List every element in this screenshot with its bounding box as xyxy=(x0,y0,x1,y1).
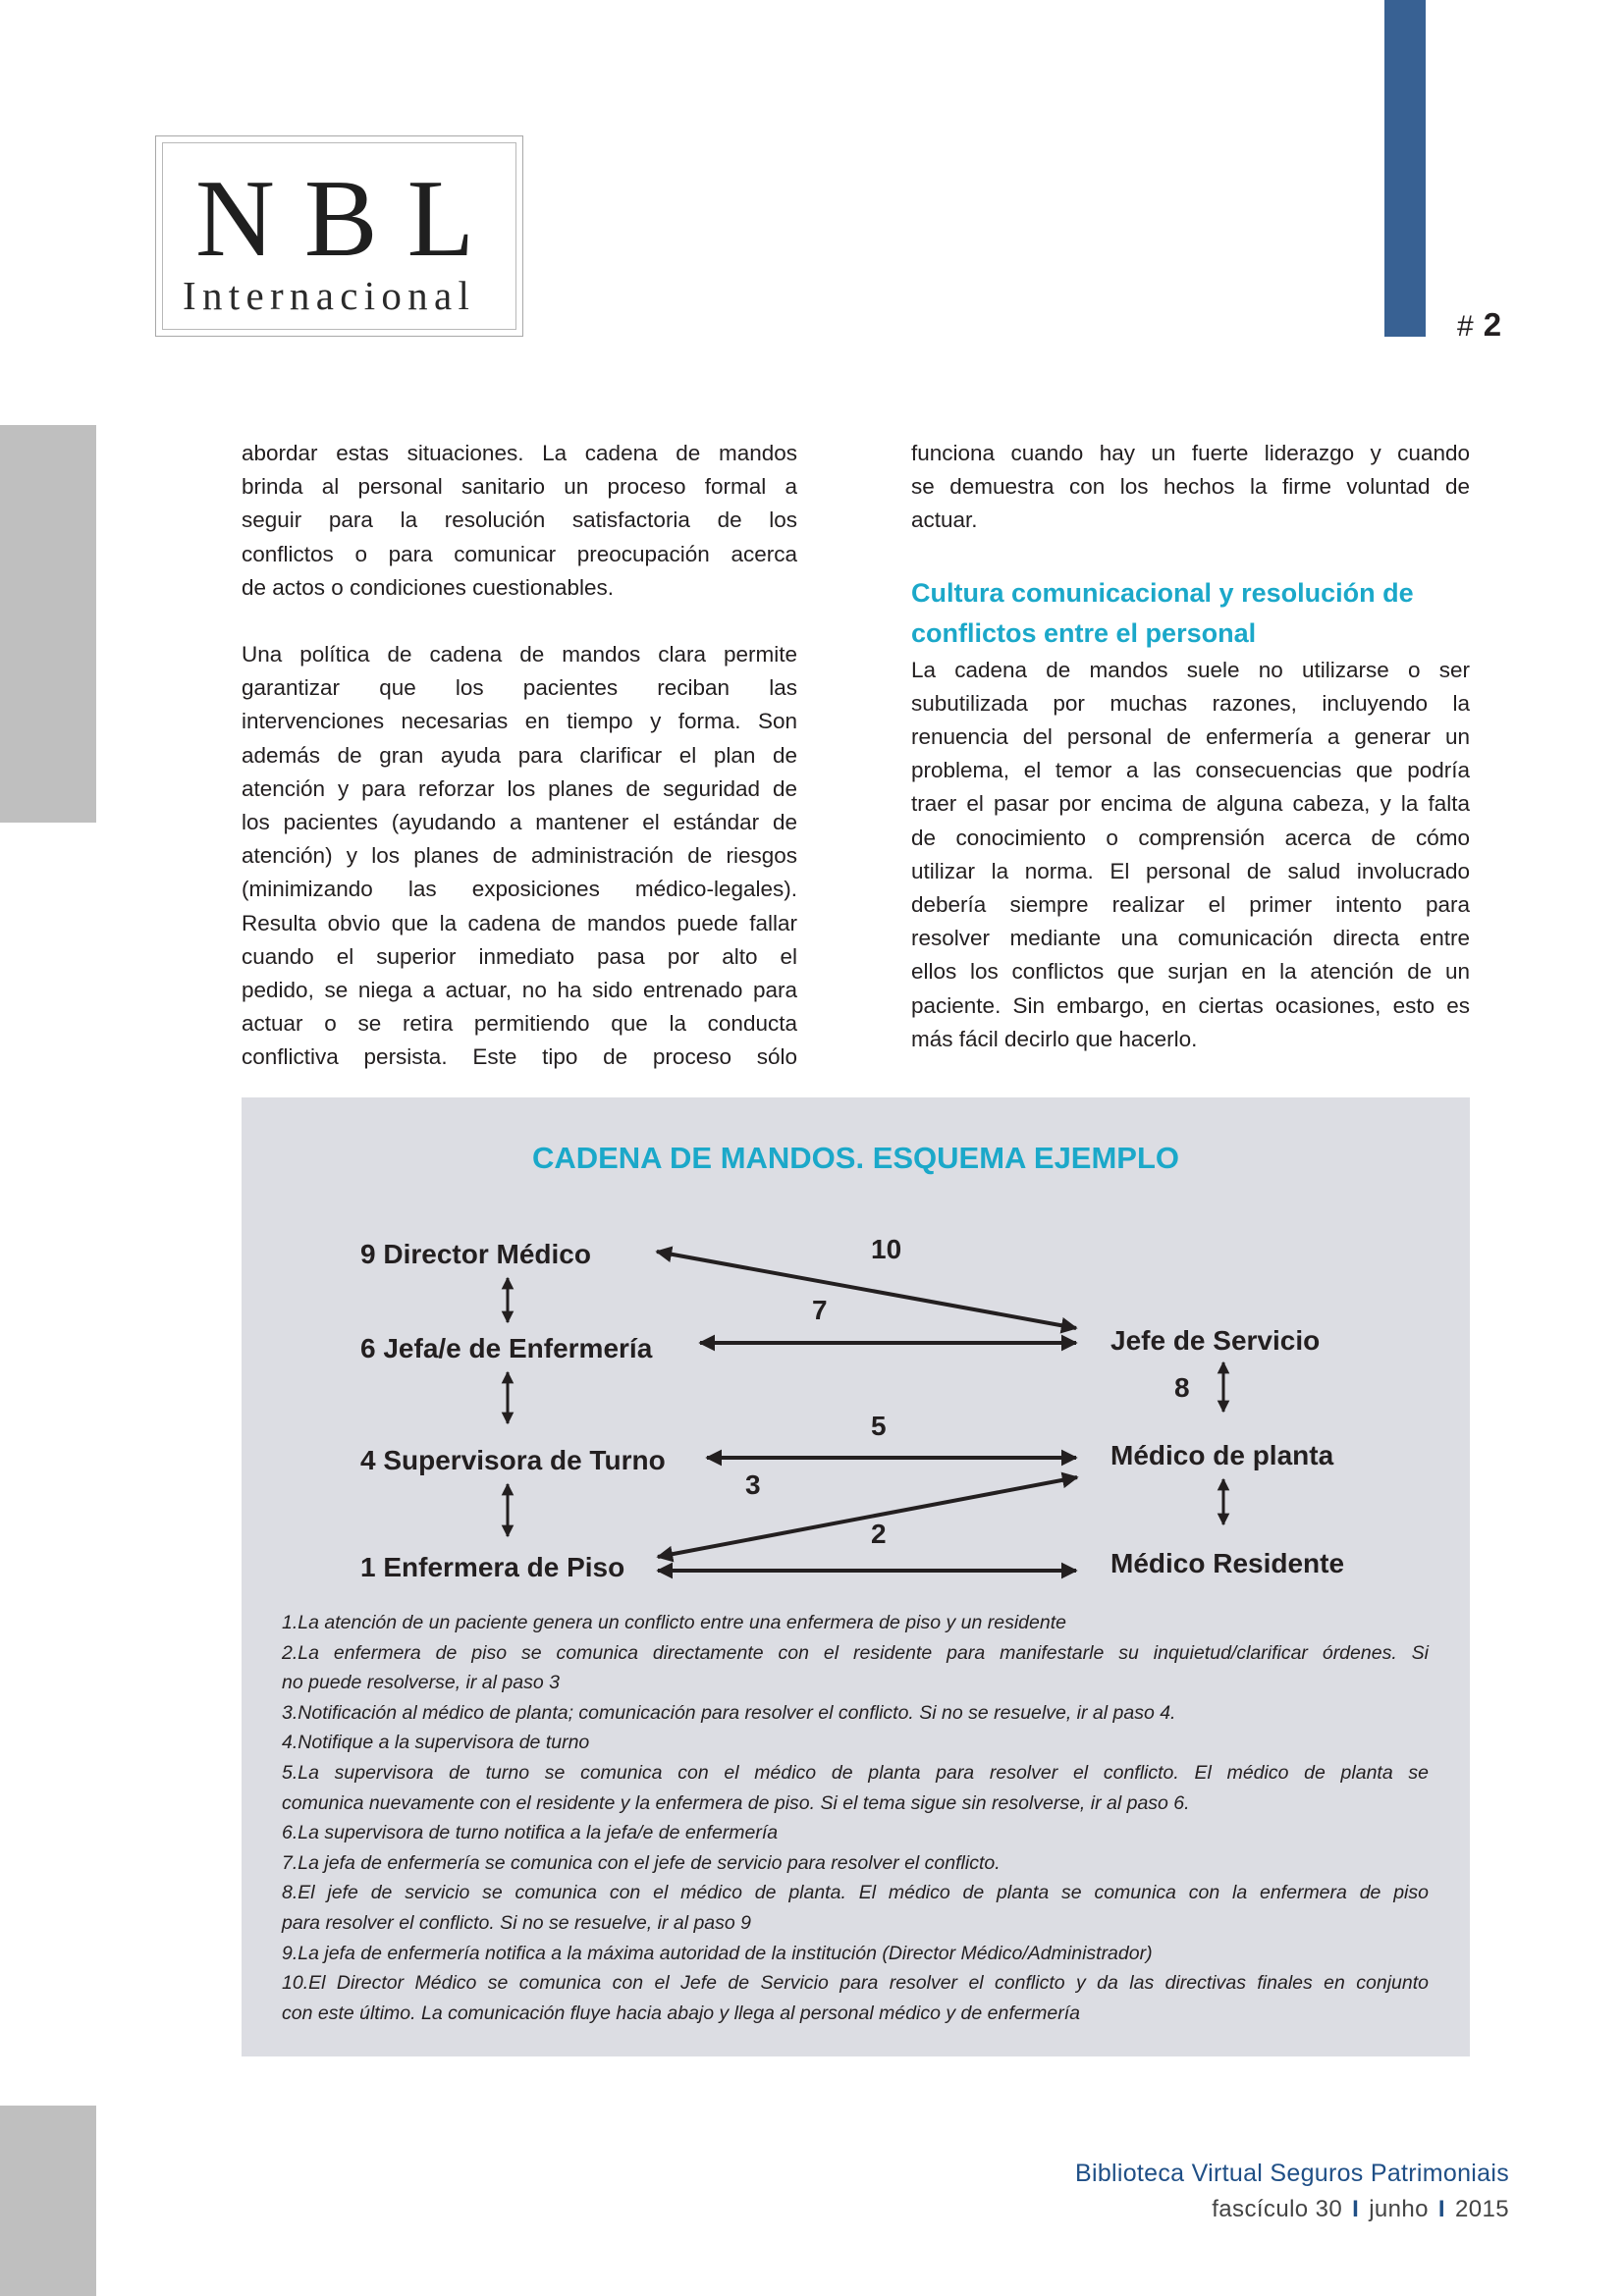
note-line: 3.Notificación al médico de planta; comunicación para resolver el conflicto. Si no se resuelve, ir al paso 4. xyxy=(282,1701,1176,1724)
text-line: Una política de cadena de mandos clara permite xyxy=(242,642,797,667)
node-supervisora-turno: 4 Supervisora de Turno xyxy=(360,1445,666,1475)
node-medico-planta: Médico de planta xyxy=(1110,1440,1334,1470)
text-line: seguir para la resolución satisfactoria de los xyxy=(242,507,797,533)
page-number-hash: # xyxy=(1457,310,1474,343)
node-enfermera-piso: 1 Enfermera de Piso xyxy=(360,1552,625,1582)
right-paragraph-1 xyxy=(911,437,1470,538)
text-line: cuando el superior inmediato pasa por alto el xyxy=(242,943,797,969)
text-line: renuencia del personal de enfermería a generar un xyxy=(911,724,1470,750)
node-jefa-enfermeria: 6 Jefa/e de Enfermería xyxy=(360,1333,653,1363)
text-line: ellos los conflictos que surjan en la atención de un xyxy=(911,959,1470,985)
diagram-graph xyxy=(242,1097,1470,1608)
note-line: para resolver el conflicto. Si no se resuelve, ir al paso 9 xyxy=(282,1911,751,1934)
text-line: atención) y los planes de administración de riesgos xyxy=(242,843,797,869)
text-line: actuar o se retira permitiendo que la conducta xyxy=(242,1011,797,1037)
page-number-value: 2 xyxy=(1483,306,1502,343)
text-line: los pacientes (ayudando a mantener el estándar de xyxy=(242,810,797,835)
footer-month: junho xyxy=(1369,2196,1429,2222)
text-line: de actos o condiciones cuestionables. xyxy=(242,574,614,600)
nbl-logo xyxy=(155,135,523,337)
right-column xyxy=(911,437,1470,1056)
text-line: abordar estas situaciones. La cadena de mandos xyxy=(242,441,797,465)
left-paragraph-1 xyxy=(242,437,797,605)
node-jefe-servicio: Jefe de Servicio xyxy=(1110,1325,1321,1356)
header-accent-bar xyxy=(1384,0,1426,337)
text-line: (minimizando las exposiciones médico-legales). xyxy=(242,877,797,902)
note-line: 7.La jefa de enfermería se comunica con el jefe de servicio para resolver el conflicto. xyxy=(282,1851,1001,1874)
text-line: garantizar que los pacientes reciban las xyxy=(242,675,797,701)
text-line: más fácil decirlo que hacerlo. xyxy=(911,1026,1198,1051)
edge-label-2: 2 xyxy=(871,1519,887,1549)
right-paragraph-2 xyxy=(911,654,1470,1056)
chain-of-command-diagram xyxy=(242,1097,1470,2056)
footer-publication-title: Biblioteca Virtual Seguros Patrimoniais xyxy=(1074,2160,1509,2187)
arrow-step-10 xyxy=(657,1252,1076,1328)
edge-label-8: 8 xyxy=(1174,1372,1190,1403)
text-line: conflictiva persista. Este tipo de proceso sólo xyxy=(242,1044,797,1070)
text-line: La cadena de mandos suele no utilizarse o ser xyxy=(911,657,1470,682)
footer-issue: fascículo 30 xyxy=(1212,2196,1343,2222)
text-line: intervenciones necesarias en tiempo y forma. Son xyxy=(242,709,797,734)
arrow-step-3 xyxy=(658,1477,1077,1557)
node-medico-residente: Médico Residente xyxy=(1110,1548,1345,1578)
note-line: 10.El Director Médico se comunica con el Jefe de Servicio para resolver el conflicto y da las directivas finales en conjunto xyxy=(282,1972,1429,1995)
text-line: además de gran ayuda para clarificar el plan de xyxy=(242,742,797,768)
text-line: de conocimiento o comprensión acerca de cómo xyxy=(911,825,1470,850)
text-line: subutilizada por muchas razones, incluyendo la xyxy=(911,690,1470,716)
left-column xyxy=(242,437,797,1075)
note-line: no puede resolverse, ir al paso 3 xyxy=(282,1672,560,1694)
note-line: comunica nuevamente con el residente y la enfermera de piso. Si el tema sigue sin resolverse, ir al paso 6. xyxy=(282,1791,1190,1814)
section-heading xyxy=(911,573,1470,654)
node-director-medico: 9 Director Médico xyxy=(360,1239,591,1269)
text-line: actuar. xyxy=(911,507,978,533)
text-line: funciona cuando hay un fuerte liderazgo y cuando xyxy=(911,441,1470,465)
edge-label-10: 10 xyxy=(871,1234,902,1264)
left-paragraph-2 xyxy=(242,638,797,1075)
note-line: 9.La jefa de enfermería notifica a la máxima autoridad de la institución (Director Médico/Administrador) xyxy=(282,1942,1153,1964)
side-gray-tab-top xyxy=(0,425,96,823)
footer-separator: I xyxy=(1437,2196,1445,2222)
diagram-title: CADENA DE MANDOS. ESQUEMA EJEMPLO xyxy=(531,1141,1180,1175)
text-line: se demuestra con los hechos la firme voluntad de xyxy=(911,474,1470,500)
footer-separator: I xyxy=(1352,2196,1360,2222)
note-line: 8.El jefe de servicio se comunica con el médico de planta. El médico de planta se comunica con la enfermera de piso xyxy=(282,1882,1429,1904)
text-line: brinda al personal sanitario un proceso formal a xyxy=(242,474,797,500)
note-line: 4.Notifique a la supervisora de turno xyxy=(282,1732,590,1754)
heading-line: Cultura comunicacional y resolución de xyxy=(911,577,1414,608)
note-line: 1.La atención de un paciente genera un conflicto entre una enfermera de piso y un residente xyxy=(282,1612,1066,1633)
text-line: pedido, se niega a actuar, no ha sido entrenado para xyxy=(242,978,797,1003)
edge-label-7: 7 xyxy=(812,1295,828,1325)
note-line: con este último. La comunicación fluye hacia abajo y llega al personal médico y de enfermería xyxy=(282,2002,1080,2024)
text-line: problema, el temor a las consecuencias que podría xyxy=(911,758,1470,783)
side-gray-tab-bottom xyxy=(0,2106,96,2296)
note-line: 2.La enfermera de piso se comunica directamente con el residente para manifestarle su inquietud/clarificar órdenes. Si xyxy=(282,1641,1429,1664)
text-line: utilizar la norma. El personal de salud involucrado xyxy=(911,858,1470,883)
logo-main-text: NBL xyxy=(195,158,504,280)
text-line: debería siempre realizar el primer intento para xyxy=(911,892,1470,918)
heading-line: conflictos entre el personal xyxy=(911,617,1257,648)
page-number xyxy=(1457,306,1501,344)
text-line: paciente. Sin embargo, en ciertas ocasiones, esto es xyxy=(911,992,1470,1018)
text-line: conflictos o para comunicar preocupación acerca xyxy=(242,541,797,566)
footer-year: 2015 xyxy=(1455,2196,1509,2222)
text-line: atención y para reforzar los planes de seguridad de xyxy=(242,775,797,801)
edge-label-5: 5 xyxy=(871,1411,887,1441)
footer-issue-info xyxy=(1212,2196,1509,2223)
logo-sub-text: Internacional xyxy=(183,273,476,318)
diagram-notes xyxy=(282,1608,1429,2028)
text-line: traer el pasar por encima de alguna cabeza, y la falta xyxy=(911,791,1470,817)
edge-label-3: 3 xyxy=(745,1469,761,1500)
text-line: resolver mediante una comunicación directa entre xyxy=(911,926,1470,951)
note-line: 6.La supervisora de turno notifica a la jefa/e de enfermería xyxy=(282,1822,779,1844)
note-line: 5.La supervisora de turno se comunica con el médico de planta para resolver el conflicto. El médico de planta se xyxy=(282,1761,1429,1784)
text-line: Resulta obvio que la cadena de mandos puede fallar xyxy=(242,910,797,935)
